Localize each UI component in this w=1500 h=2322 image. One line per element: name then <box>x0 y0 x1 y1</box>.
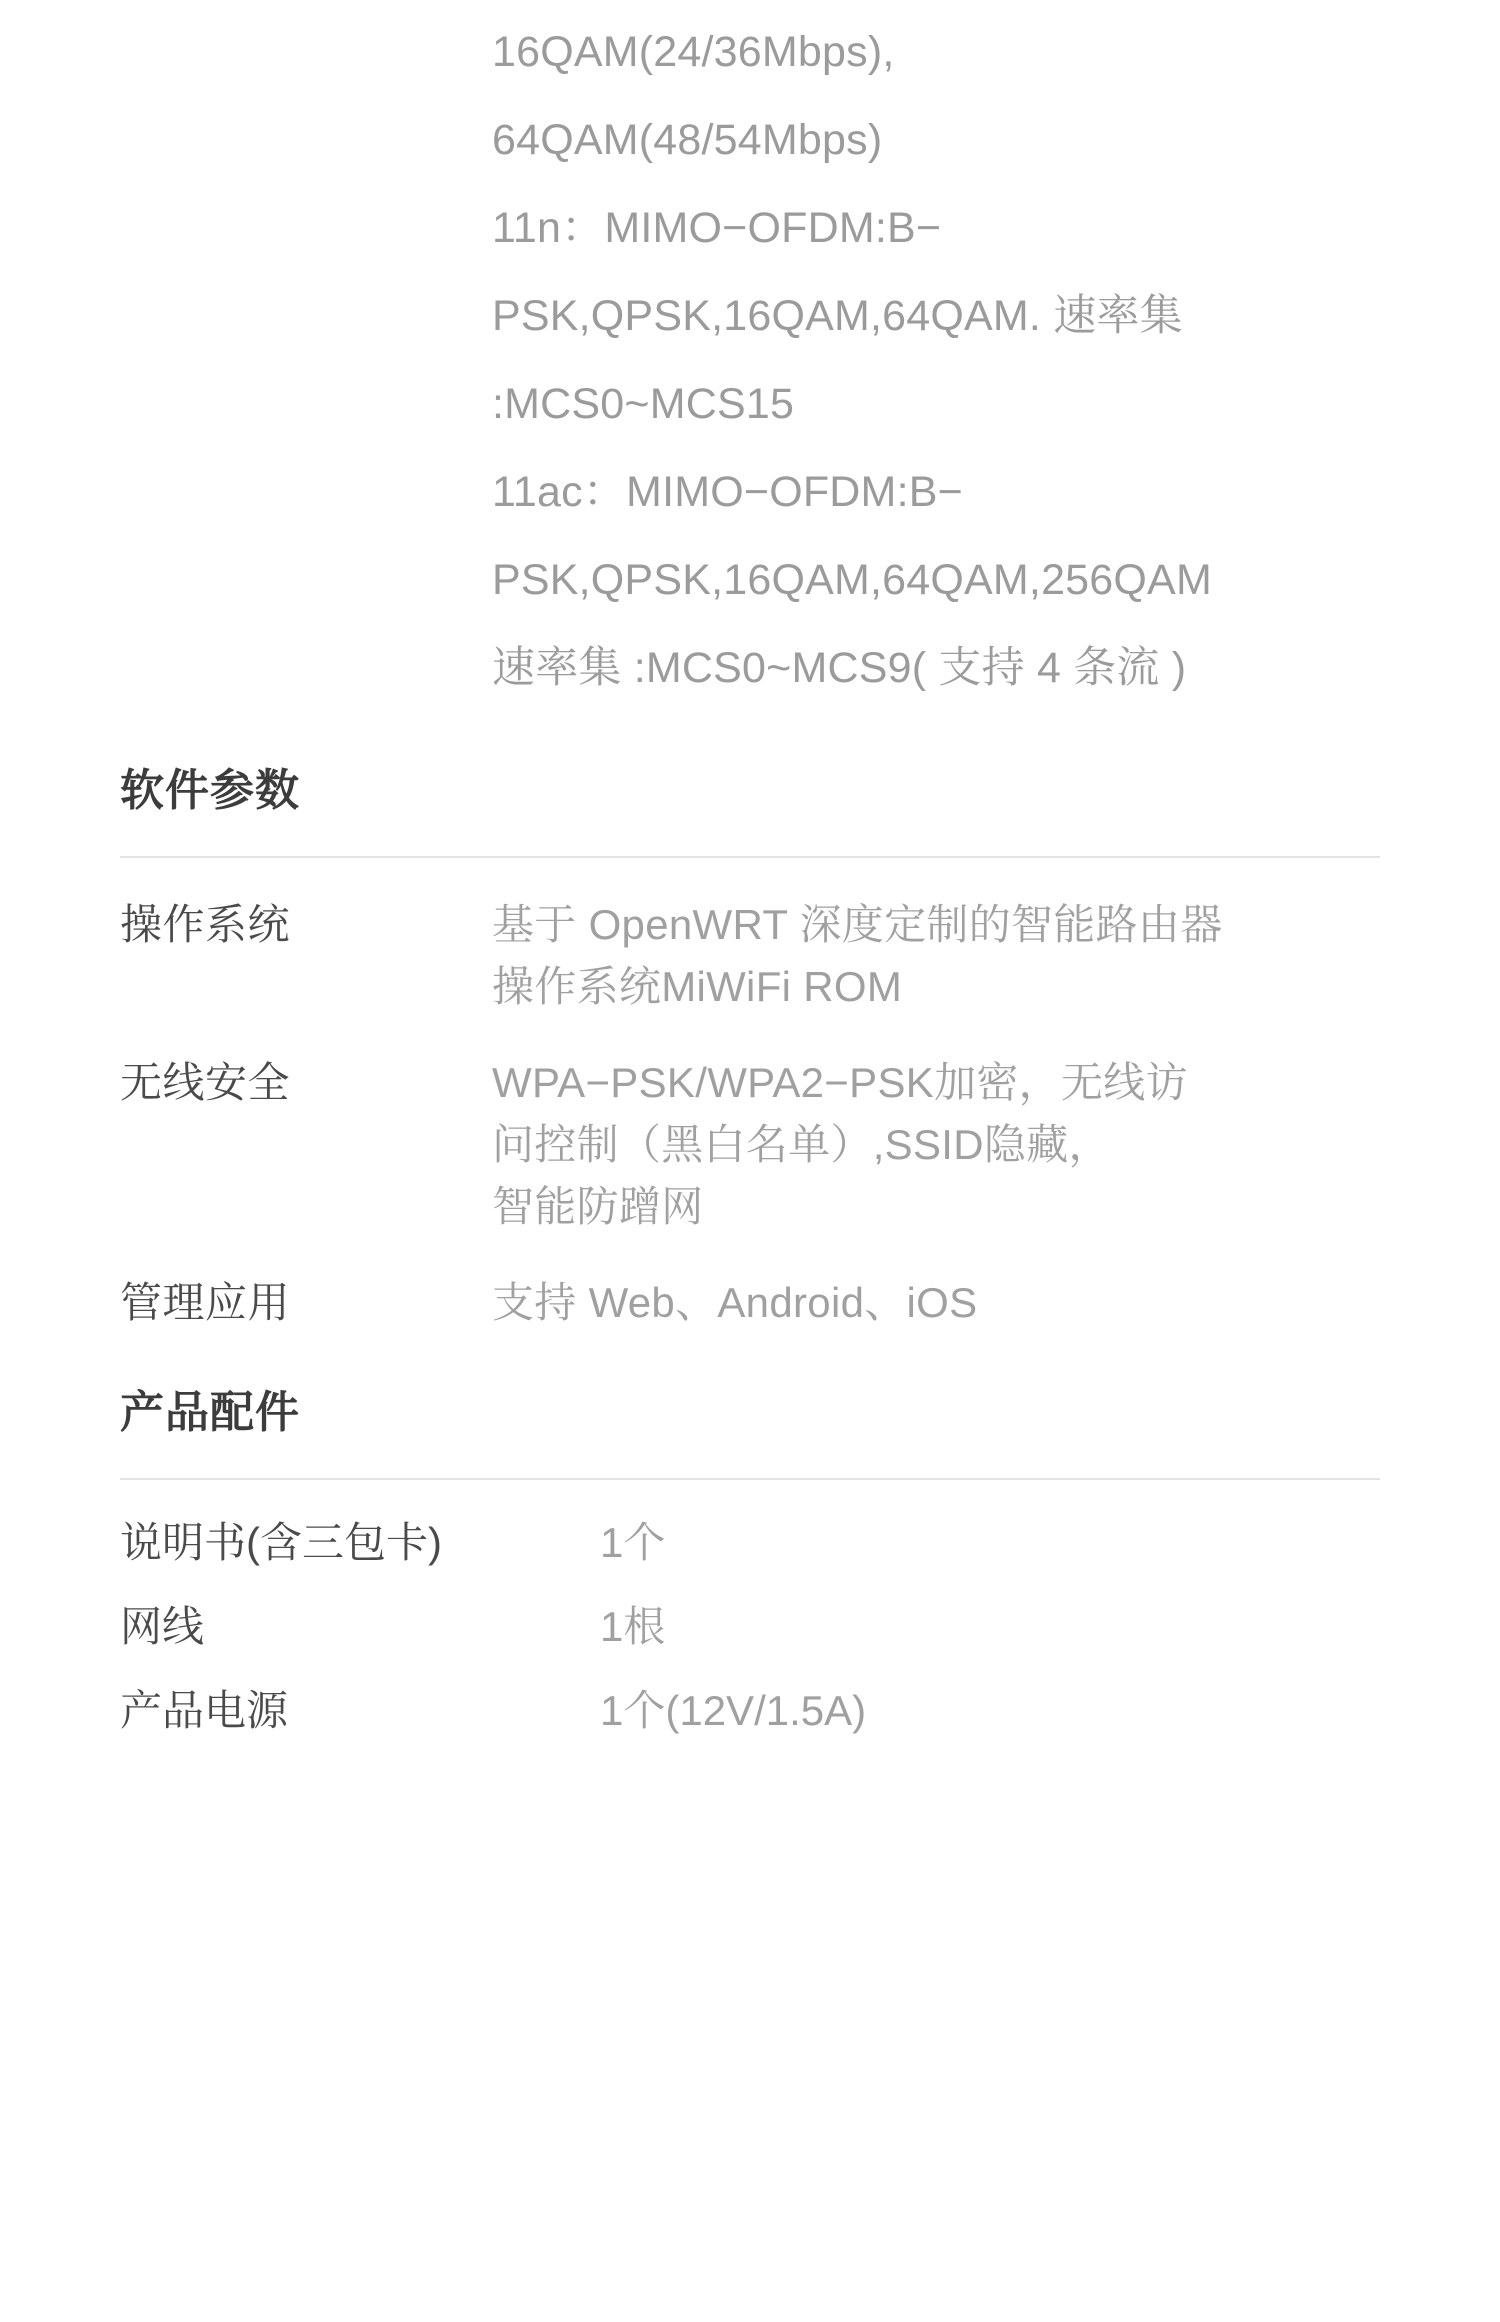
accessory-value: 1个(12V/1.5A) <box>600 1687 867 1734</box>
software-parameters-table <box>0 894 1500 1334</box>
param-label: 无线安全 <box>120 1059 291 1106</box>
accessory-label: 网线 <box>120 1603 205 1650</box>
continued-spec-line: 11n：MIMO−OFDM:B− <box>492 204 942 252</box>
param-value <box>492 1052 1420 1238</box>
param-value-line: 操作系统MiWiFi ROM <box>492 963 903 1010</box>
software-parameters-section <box>0 764 1500 1334</box>
table-row <box>120 1272 1420 1334</box>
accessory-label: 说明书(含三包卡) <box>120 1519 442 1566</box>
param-label: 操作系统 <box>120 901 291 948</box>
table-row <box>120 894 1420 1018</box>
table-row <box>120 1052 1420 1238</box>
accessories-section <box>0 1386 1500 1740</box>
table-row <box>120 1598 1420 1656</box>
section-title-accessories: 产品配件 <box>120 1388 300 1437</box>
accessory-value: 1个 <box>600 1519 666 1566</box>
continued-spec-block <box>0 0 1500 712</box>
continued-spec-line: 16QAM(24/36Mbps), <box>492 28 895 76</box>
continued-spec-line: PSK,QPSK,16QAM,64QAM. 速率集 <box>492 292 1183 340</box>
section-divider <box>120 856 1380 858</box>
table-row <box>120 1682 1420 1740</box>
param-value-line: 问控制（黑白名单）,SSID隐藏， <box>492 1121 1111 1168</box>
param-value <box>492 894 1420 1018</box>
accessory-value: 1根 <box>600 1603 666 1650</box>
param-value-line: 智能防蹭网 <box>492 1183 704 1230</box>
param-value-line: 基于 OpenWRT 深度定制的智能路由器 <box>492 901 1223 948</box>
accessories-table <box>0 1514 1500 1740</box>
param-value-line: 支持 Web、Android、iOS <box>492 1279 978 1326</box>
param-value-line: WPA−PSK/WPA2−PSK加密，无线访 <box>492 1059 1188 1106</box>
param-label: 管理应用 <box>120 1279 291 1326</box>
continued-spec-line: :MCS0~MCS15 <box>492 380 795 428</box>
continued-spec-line: PSK,QPSK,16QAM,64QAM,256QAM <box>492 556 1212 604</box>
continued-spec-value <box>492 8 1422 712</box>
continued-spec-line: 64QAM(48/54Mbps) <box>492 116 883 164</box>
table-row <box>120 1514 1420 1572</box>
continued-spec-line: 速率集 :MCS0~MCS9( 支持 4 条流 ) <box>492 644 1187 692</box>
section-divider <box>120 1478 1380 1480</box>
accessory-label: 产品电源 <box>120 1687 289 1734</box>
section-title-software: 软件参数 <box>120 766 300 815</box>
continued-spec-line: 11ac：MIMO−OFDM:B− <box>492 468 963 516</box>
param-value <box>492 1272 1420 1334</box>
